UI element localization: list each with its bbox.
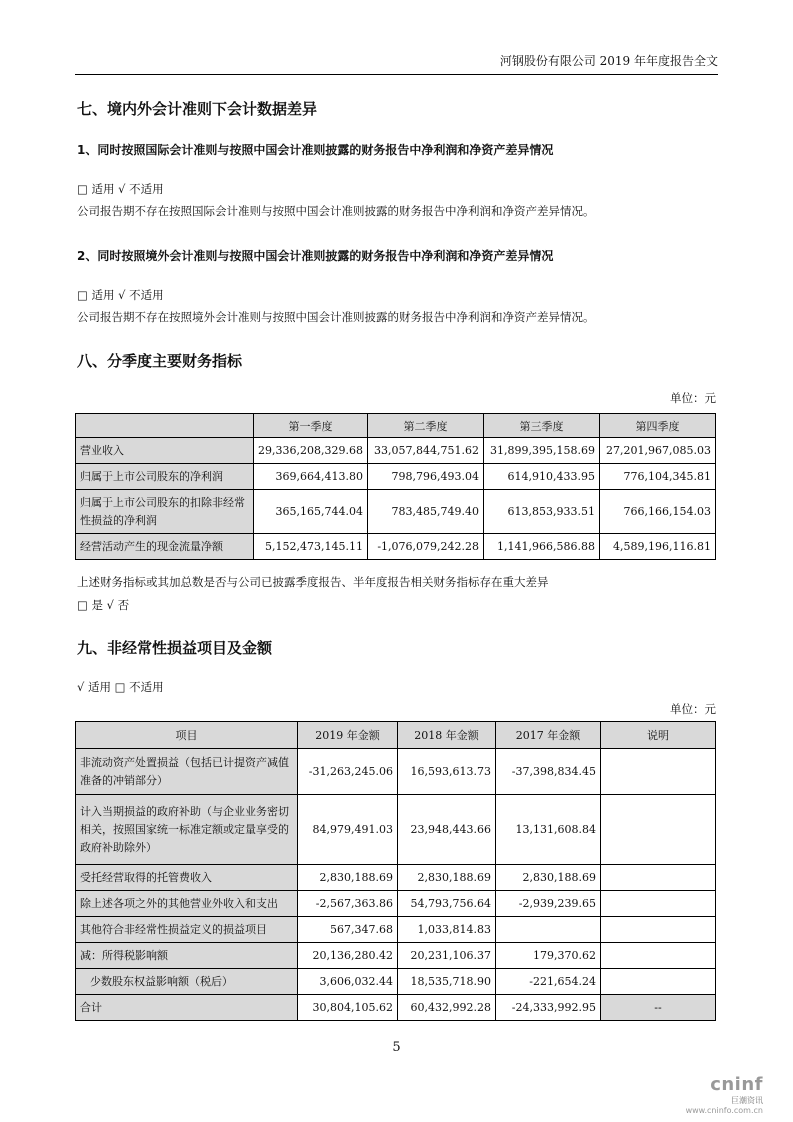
non-recurring-items-table: [75, 721, 716, 1021]
cell-value: -2,939,239.65: [496, 891, 601, 917]
cell-value: 798,796,493.04: [368, 464, 484, 490]
table-row: [76, 865, 716, 891]
header-cell: 第二季度: [368, 414, 484, 438]
page-number: 5: [392, 1040, 401, 1055]
header-cell: 第一季度: [254, 414, 368, 438]
logo-brand: cninf: [710, 1074, 763, 1095]
section-7-2-text: 公司报告期不存在按照境外会计准则与按照中国会计准则披露的财务报告中净利润和净资产差异情况。: [77, 310, 595, 324]
header-cell: [76, 414, 254, 438]
section-7-1-applicability: □ 适用 √ 不适用: [77, 182, 164, 196]
row-label: 非流动资产处置损益（包括已计提资产减值准备的冲销部分）: [76, 749, 298, 795]
quarterly-financials-table: [75, 413, 716, 560]
cell-value: 30,804,105.62: [298, 995, 398, 1021]
cell-value: 29,336,208,329.68: [254, 438, 368, 464]
cell-value: 31,899,395,158.69: [484, 438, 600, 464]
table-row: [76, 891, 716, 917]
cell-value: 13,131,608.84: [496, 795, 601, 865]
cell-value: 2,830,188.69: [298, 865, 398, 891]
cell-value: 776,104,345.81: [600, 464, 716, 490]
logo-url: www.cninfo.com.cn: [685, 1106, 763, 1115]
cell-value: -2,567,363.86: [298, 891, 398, 917]
cell-value: -1,076,079,242.28: [368, 534, 484, 560]
cell-value: 1,033,814.83: [398, 917, 496, 943]
table-row: [76, 438, 716, 464]
cell-note: [601, 795, 716, 865]
cell-value: 60,432,992.28: [398, 995, 496, 1021]
cell-value: 783,485,749.40: [368, 490, 484, 534]
section-8-note-check: □ 是 √ 否: [77, 598, 130, 612]
section-7-title: 七、境内外会计准则下会计数据差异: [77, 100, 318, 118]
header-cell: 2019 年金额: [298, 722, 398, 749]
table-row: [76, 795, 716, 865]
cell-value: -31,263,245.06: [298, 749, 398, 795]
cell-value: 18,535,718.90: [398, 969, 496, 995]
row-label: 其他符合非经常性损益定义的损益项目: [76, 917, 298, 943]
row-label: 少数股东权益影响额（税后）: [76, 969, 298, 995]
table-row-total: [76, 995, 716, 1021]
cell-value: 613,853,933.51: [484, 490, 600, 534]
row-label: 除上述各项之外的其他营业外收入和支出: [76, 891, 298, 917]
section-7-1-title: 1、同时按照国际会计准则与按照中国会计准则披露的财务报告中净利润和净资产差异情况: [77, 143, 554, 157]
table-header-row: [76, 414, 716, 438]
cell-value: [496, 917, 601, 943]
section-7-2-title: 2、同时按照境外会计准则与按照中国会计准则披露的财务报告中净利润和净资产差异情况: [77, 249, 554, 263]
section-8-title: 八、分季度主要财务指标: [77, 352, 243, 370]
cell-value: 16,593,613.73: [398, 749, 496, 795]
row-label: 受托经营取得的托管费收入: [76, 865, 298, 891]
table-row: [76, 490, 716, 534]
cell-value: 5,152,473,145.11: [254, 534, 368, 560]
section-9-applicability: √ 适用 □ 不适用: [77, 680, 164, 694]
cell-value: 369,664,413.80: [254, 464, 368, 490]
header-cell: 2018 年金额: [398, 722, 496, 749]
section-9-unit: 单位：元: [670, 702, 716, 716]
cell-note: [601, 891, 716, 917]
cell-value: 567,347.68: [298, 917, 398, 943]
document-header-title: 河钢股份有限公司 2019 年年度报告全文: [499, 54, 718, 68]
cell-value: 766,166,154.03: [600, 490, 716, 534]
cell-value: 179,370.62: [496, 943, 601, 969]
table-row: [76, 943, 716, 969]
section-8-unit: 单位：元: [670, 391, 716, 405]
cell-value: -37,398,834.45: [496, 749, 601, 795]
cell-note: [601, 749, 716, 795]
cell-value: 365,165,744.04: [254, 490, 368, 534]
header-cell: 第四季度: [600, 414, 716, 438]
cell-value: -24,333,992.95: [496, 995, 601, 1021]
table-row: [76, 464, 716, 490]
table-header-row: [76, 722, 716, 749]
cell-note: [601, 969, 716, 995]
table-row: [76, 749, 716, 795]
cell-value: -221,654.24: [496, 969, 601, 995]
section-7-1-text: 公司报告期不存在按照国际会计准则与按照中国会计准则披露的财务报告中净利润和净资产差异情况。: [77, 204, 595, 218]
row-label: 减：所得税影响额: [76, 943, 298, 969]
cell-value: 20,231,106.37: [398, 943, 496, 969]
cell-value: 1,141,966,586.88: [484, 534, 600, 560]
header-cell: 2017 年金额: [496, 722, 601, 749]
table-row: [76, 917, 716, 943]
section-7-2-applicability: □ 适用 √ 不适用: [77, 288, 164, 302]
row-label: 计入当期损益的政府补助（与企业业务密切相关，按照国家统一标准定额或定量享受的政府补助除外）: [76, 795, 298, 865]
cell-value: 33,057,844,751.62: [368, 438, 484, 464]
section-9-title: 九、非经常性损益项目及金额: [77, 639, 273, 657]
cell-note: [601, 943, 716, 969]
cell-value: 84,979,491.03: [298, 795, 398, 865]
logo-subtitle: 巨潮资讯: [731, 1096, 763, 1105]
row-label: 合计: [76, 995, 298, 1021]
header-divider: [75, 74, 718, 75]
cell-value: 614,910,433.95: [484, 464, 600, 490]
cell-note: [601, 865, 716, 891]
cell-value: 23,948,443.66: [398, 795, 496, 865]
row-label: 归属于上市公司股东的扣除非经常性损益的净利润: [76, 490, 254, 534]
cell-value: 2,830,188.69: [496, 865, 601, 891]
cell-note: --: [601, 995, 716, 1021]
cell-value: 27,201,967,085.03: [600, 438, 716, 464]
cell-value: 4,589,196,116.81: [600, 534, 716, 560]
header-cell: 第三季度: [484, 414, 600, 438]
cell-value: 20,136,280.42: [298, 943, 398, 969]
row-label: 经营活动产生的现金流量净额: [76, 534, 254, 560]
table-row: [76, 969, 716, 995]
table-row: [76, 534, 716, 560]
cell-value: 3,606,032.44: [298, 969, 398, 995]
cninf-logo: [686, 1074, 763, 1115]
cell-value: 2,830,188.69: [398, 865, 496, 891]
section-8-note: 上述财务指标或其加总数是否与公司已披露季度报告、半年度报告相关财务指标存在重大差异: [77, 575, 549, 589]
header-cell: 项目: [76, 722, 298, 749]
cell-note: [601, 917, 716, 943]
cell-value: 54,793,756.64: [398, 891, 496, 917]
row-label: 归属于上市公司股东的净利润: [76, 464, 254, 490]
header-cell: 说明: [601, 722, 716, 749]
row-label: 营业收入: [76, 438, 254, 464]
